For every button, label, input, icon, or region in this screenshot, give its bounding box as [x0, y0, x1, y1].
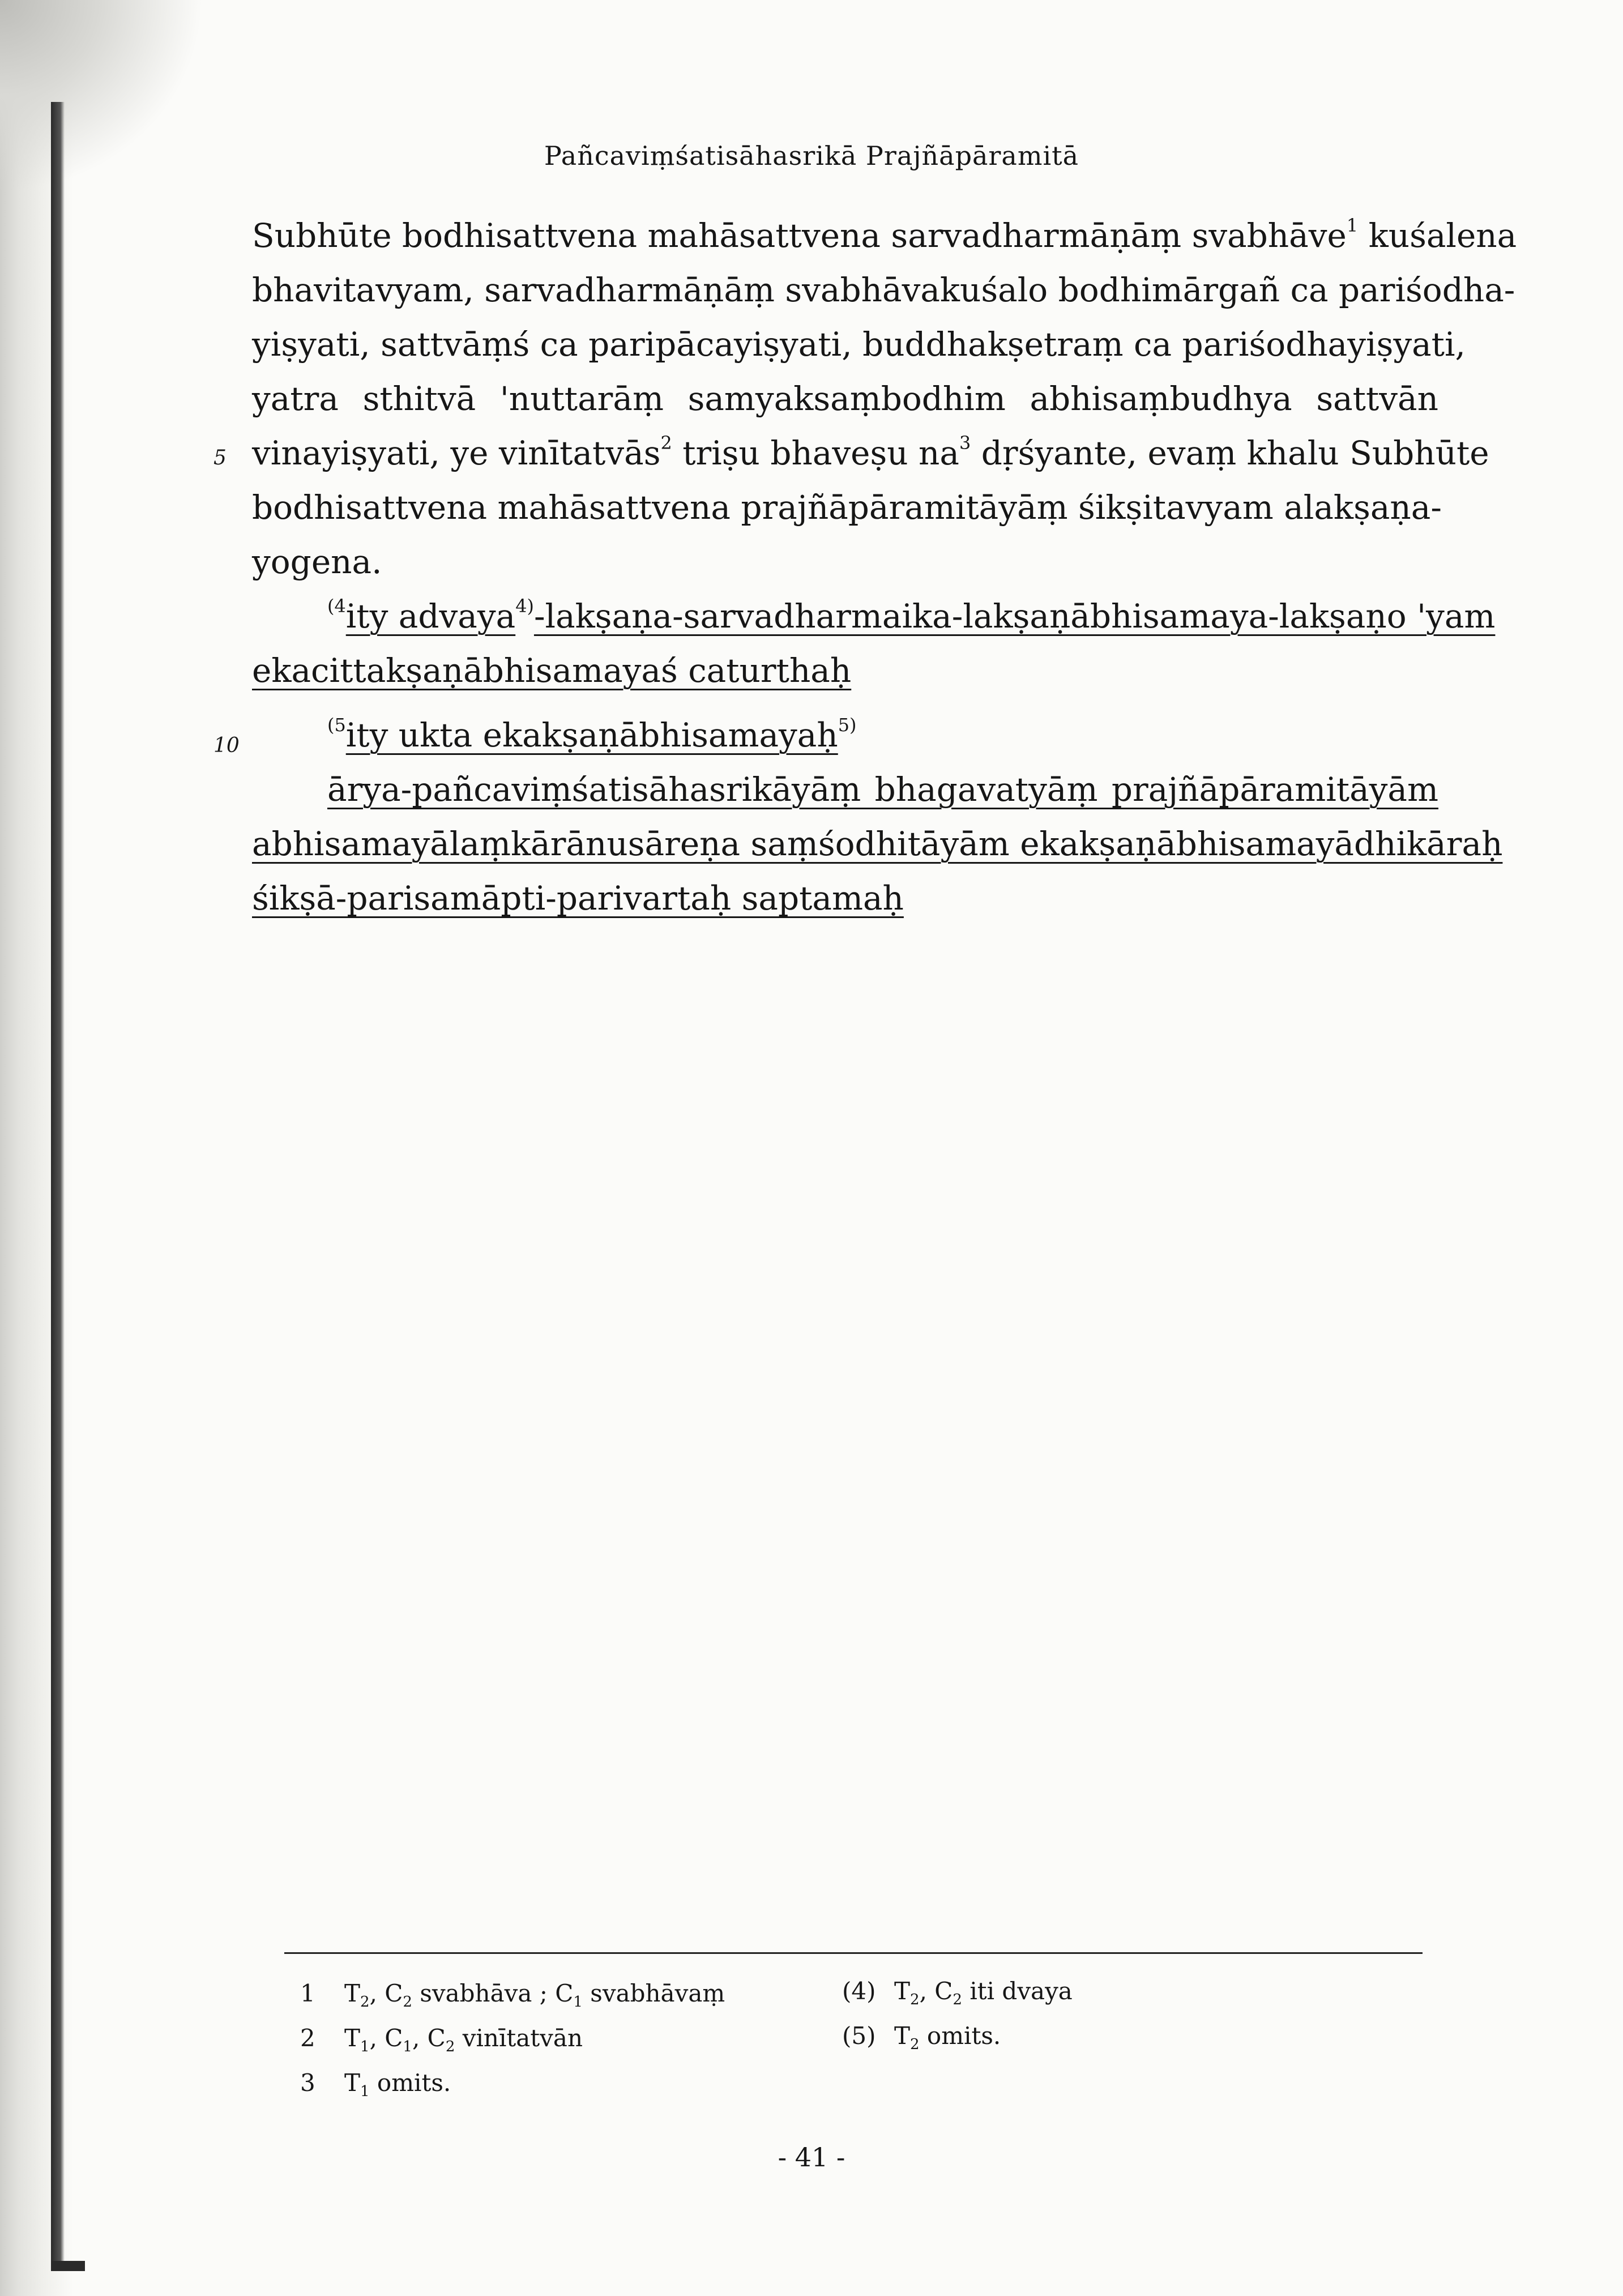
colophon-line-2: ekacittakṣaṇābhisamayaś caturthaḥ: [252, 651, 852, 690]
footnote-rule: [284, 1952, 1423, 1954]
line-number-5: 5: [213, 446, 227, 470]
footnote-5: (5) $T_2$ omits.: [842, 2022, 1001, 2054]
text-line-7: yogena.: [252, 543, 382, 581]
colophon-line-3: $^{(5}$ity ukta ekakṣaṇābhisamayaḥ$^{5)}$: [327, 714, 857, 754]
book-spine-edge: [51, 102, 65, 2271]
text-line-4: yatra sthitvā 'nuttarāṃ samyaksaṃbodhim abhisaṃbudhya sattvān: [252, 379, 1438, 418]
text-line-3: yiṣyati, sattvāṃś ca paripācayiṣyati, buddhakṣetraṃ ca pariśodhayiṣyati,: [252, 325, 1466, 364]
running-head: Pañcaviṃśatisāhasrikā Prajñāpāramitā: [544, 140, 1079, 171]
text-line-2: bhavitavyam, sarvadharmāṇāṃ svabhāvakuśalo bodhimārgañ ca pariśodha-: [252, 271, 1515, 309]
colophon-line-5: abhisamayālaṃkārānusāreṇa saṃśodhitāyām ekakṣaṇābhisamayādhikāraḥ: [252, 825, 1503, 863]
page-number: - 41 -: [778, 2142, 845, 2173]
colophon-line-1: $^{(4}$ity advaya$^{4)}$-lakṣaṇa-sarvadharmaika-lakṣaṇābhisamaya-lakṣaṇo 'yam: [327, 595, 1496, 635]
text-line-5: vinayiṣyati, ye vinītatvās$^2$ triṣu bhaveṣu $na^3$ dṛśyante, evaṃ khalu Subhūte: [252, 432, 1489, 472]
footnote-1: 1 $T_2$, $C_2$ svabhāva ; $C_1$ svabhāvaṃ: [300, 1979, 725, 2011]
text-line-6: bodhisattvena mahāsattvena prajñāpāramitāyāṃ śikṣitavyam alakṣaṇa-: [252, 488, 1442, 527]
footnote-4: (4) $T_2$, $C_2$ iti dvaya: [842, 1977, 1073, 2009]
book-spine-foot: [51, 2261, 85, 2271]
colophon-line-6: śikṣā-parisamāpti-parivartaḥ saptamaḥ: [252, 879, 904, 917]
colophon-line-4: ārya-pañcaviṃśatisāhasrikāyāṃ bhagavatyāṃ prajñāpāramitāyām: [327, 770, 1438, 809]
footnote-3: 3 $T_1$ omits.: [300, 2069, 451, 2101]
text-line-1: Subhūte bodhisattvena mahāsattvena sarvadharmāṇāṃ svabhāve$^1$ kuśalena: [252, 214, 1517, 255]
line-number-10: 10: [213, 734, 240, 757]
footnote-2: 2 $T_1$, $C_1$, $C_2$ vinītatvān: [300, 2024, 583, 2056]
